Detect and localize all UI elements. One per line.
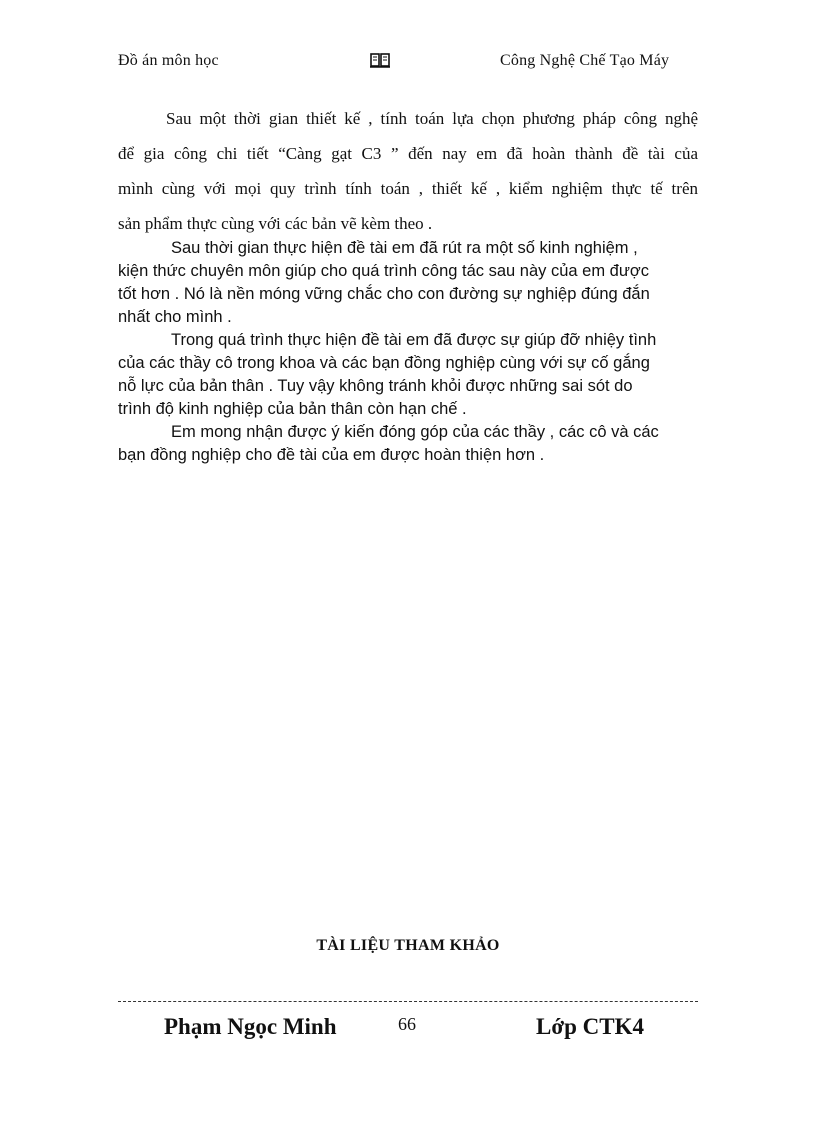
text-line: Em mong nhận được ý kiến đóng góp của các thầy , các cô và các <box>171 423 659 441</box>
text-line: Trong quá trình thực hiện đề tài em đã được sự giúp đỡ nhiệy tình <box>171 331 657 349</box>
text-line: của các thầy cô trong khoa và các bạn đồng nghiệp cùng với sự cố gắng <box>118 354 650 372</box>
header-subject: Công Nghệ Chế Tạo Máy <box>500 52 670 69</box>
text-line: sản phẩm thực cùng với các bản vẽ kèm theo . <box>118 214 433 233</box>
footer-divider <box>118 1001 698 1002</box>
text-line: Sau một thời gian thiết kế , tính toán lựa chọn phương pháp công nghệ <box>166 109 698 128</box>
conclusion-paragraph-1 <box>118 101 698 241</box>
text-line: để gia công chi tiết “Càng gạt C3 ” đến nay em đã hoàn thành đề tài của <box>118 144 698 163</box>
text-line: nỗ lực của bản thân . Tuy vậy không tránh khỏi được những sai sót do <box>118 377 633 395</box>
footer-author: Phạm Ngọc Minh <box>164 1014 337 1039</box>
text-line: bạn đồng nghiệp cho đề tài của em được hoàn thiện hơn . <box>118 446 545 464</box>
book-icon <box>370 52 390 68</box>
text-line: mình cùng với mọi quy trình tính toán , thiết kế , kiểm nghiệm thực tế trên <box>118 179 698 198</box>
header-course-title: Đồ án môn học <box>118 52 219 69</box>
text-line: tốt hơn . Nó là nền móng vững chắc cho con đường sự nghiệp đúng đắn <box>118 285 650 303</box>
conclusion-paragraph-2 <box>118 237 698 467</box>
text-line: nhất cho mình . <box>118 308 232 326</box>
footer-class: Lớp CTK4 <box>536 1014 644 1039</box>
text-line: kiện thức chuyên môn giúp cho quá trình công tác sau này của em được <box>118 262 649 280</box>
references-heading: TÀI LIỆU THAM KHẢO <box>316 937 500 954</box>
text-line: Sau thời gian thực hiện đề tài em đã rút ra một số kinh nghiệm , <box>171 239 638 257</box>
page-number: 66 <box>398 1014 416 1034</box>
text-line: trình độ kinh nghiệp của bản thân còn hạn chế . <box>118 400 467 418</box>
